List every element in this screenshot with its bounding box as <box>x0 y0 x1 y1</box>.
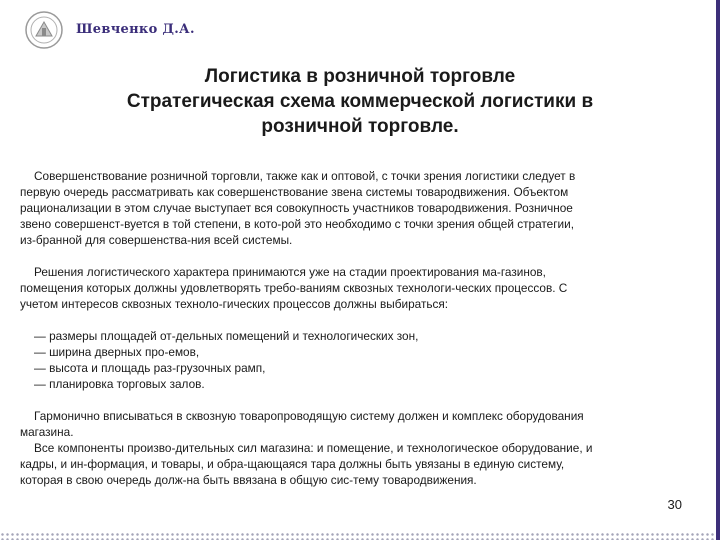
paragraph-line: магазина. <box>20 425 74 439</box>
paragraph-line: которая в свою очередь долж-на быть ввязана в общую сис-тему товародвижения. <box>20 473 477 487</box>
paragraph-line: Решения логистического характера принимаются уже на стадии проектирования ма-газинов, <box>34 265 546 279</box>
paragraph-line: учетом интересов сквозных техноло-гических процессов должны выбираться: <box>20 297 449 311</box>
paragraph-line: Все компоненты произво-дительных сил магазина: и помещение, и технологическое оборудование, и <box>34 441 593 455</box>
list-item: — планировка торговых залов. <box>34 377 205 391</box>
paragraph-line: Совершенствование розничной торговли, также как и оптовой, с точки зрения логистики следует в <box>34 169 576 183</box>
title-line-1: Логистика в розничной торговле <box>204 66 516 87</box>
paragraph-line: рационализации в этом случае выступает вся совокупность участников товародвижения. Розничное <box>20 201 573 215</box>
page-number: 30 <box>667 497 682 512</box>
paragraph-line: кадры, и ин-формация, и товары, и обра-щающаяся тара должны быть увязаны в единую систему, <box>20 457 565 471</box>
author-name: Шевченко Д.А. <box>76 22 195 37</box>
paragraph-line: помещения которых должны удовлетворять требо-ваниям сквозных технологи-ческих процессов. С <box>20 281 568 295</box>
list-item: — ширина дверных про-емов, <box>34 345 200 359</box>
university-crest-icon <box>22 10 66 50</box>
paragraph-line: первую очередь рассматривать как совершенствование звена системы товародвижения. Объектом <box>20 185 569 199</box>
paragraph-line: звено совершенст-вуется в той степени, в кото-рой это необходимо с точки зрения общей стратегии, <box>20 217 574 231</box>
title-line-3: розничной торговле. <box>261 116 459 137</box>
body-text <box>20 168 684 488</box>
list-item: — размеры площадей от-дельных помещений и технологических зон, <box>34 329 419 343</box>
right-accent-bar <box>716 0 720 540</box>
paragraph-line: из-бранной для совершенства-ния всей системы. <box>20 233 293 247</box>
paragraph-line: Гармонично вписываться в сквозную товаропроводящую систему должен и комплекс оборудования <box>34 409 584 423</box>
dotted-footer-border <box>0 532 716 540</box>
list-item: — высота и площадь раз-грузочных рамп, <box>34 361 266 375</box>
title-line-2: Стратегическая схема коммерческой логистики в <box>126 91 594 112</box>
page-title <box>20 64 700 139</box>
